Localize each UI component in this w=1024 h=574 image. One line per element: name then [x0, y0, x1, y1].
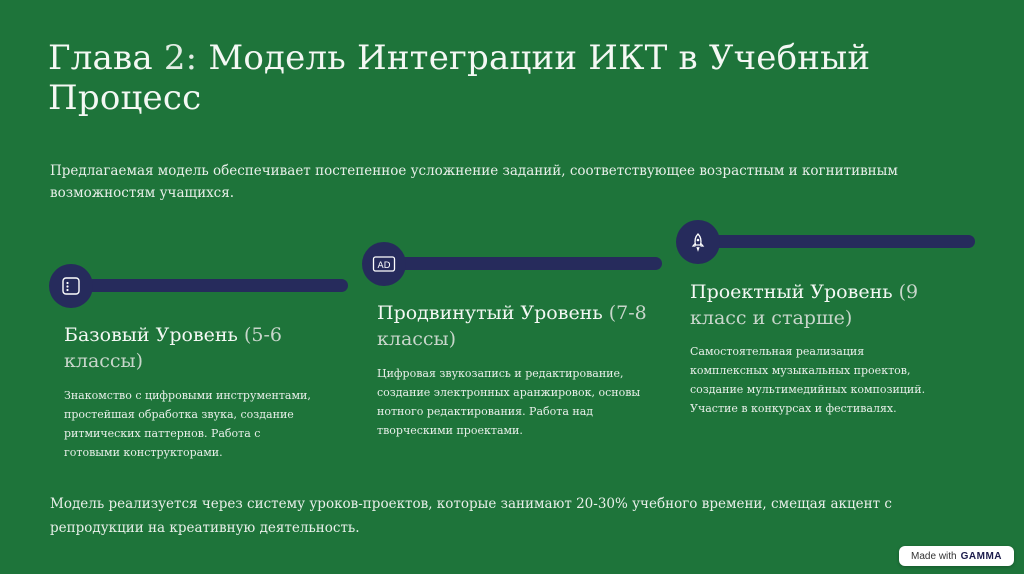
- step-1-bar: [70, 279, 348, 292]
- page-title: Глава 2: Модель Интеграции ИКТ в Учебный Процесс: [48, 38, 871, 118]
- step-2-title: Продвинутый Уровень (7-8 классы): [377, 302, 647, 350]
- intro-text: Предлагаемая модель обеспечивает постепенное усложнение заданий, соответствующее возрастным и когнитивным возможностям учащихся.: [50, 163, 898, 201]
- made-with-gamma-badge[interactable]: [899, 546, 1014, 566]
- ad-icon: [372, 254, 396, 274]
- svg-text:AD: AD: [377, 261, 391, 271]
- step-1-text: Знакомство с цифровыми инструментами, простейшая обработка звука, создание ритмических паттернов. Работа с готовыми конструкторами.: [64, 389, 311, 459]
- step-3-title: Проектный Уровень (9 класс и старше): [690, 281, 919, 329]
- checklist-icon: [61, 276, 81, 296]
- outro-text: Модель реализуется через систему уроков-проектов, которые занимают 20-30% учебного времени, смещая акцент с репродукции на креативную деятельность.: [50, 496, 892, 536]
- rocket-icon: [688, 232, 708, 252]
- step-2-text: Цифровая звукозапись и редактирование, создание электронных аранжировок, основы нотного редактирования. Работа над творческими проектами.: [377, 367, 641, 437]
- gamma-logo: GAMMA: [960, 550, 1002, 562]
- badge-prefix: Made with: [911, 550, 957, 562]
- step-3-text: Самостоятельная реализация комплексных музыкальных проектов, создание мультимедийных композиций. Участие в конкурсах и фестивалях.: [690, 345, 926, 415]
- step-3-bar: [697, 235, 975, 248]
- step-1-title: Базовый Уровень (5-6 классы): [64, 324, 282, 372]
- step-3-marker: [676, 220, 720, 264]
- step-2-bar: [384, 257, 662, 270]
- step-2-marker: [362, 242, 406, 286]
- step-1-marker: [49, 264, 93, 308]
